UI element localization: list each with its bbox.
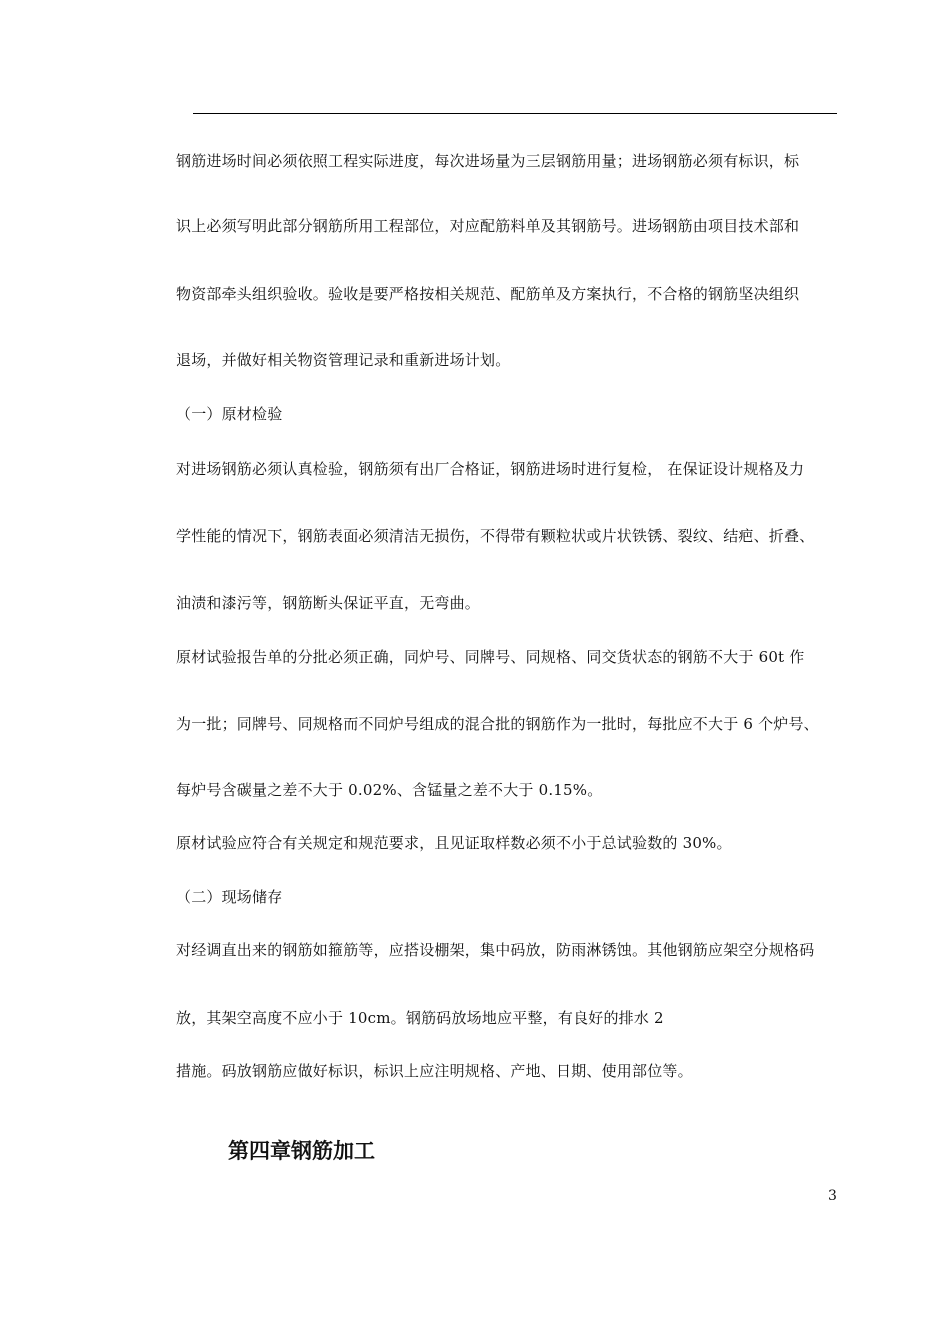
body-line-7: 学性能的情况下，钢筋表面必须清洁无损伤，不得带有颗粒状或片状铁锈、裂纹、结疤、折叠、: [176, 527, 815, 545]
body-line-9: 原材试验报告单的分批必须正确，同炉号、同牌号、同规格、同交货状态的钢筋不大于 60t 作: [176, 648, 805, 666]
body-line-3: 物资部牵头组织验收。验收是要严格按相关规范、配筋单及方案执行，不合格的钢筋坚决组织: [176, 285, 800, 303]
chapter-heading: 第四章钢筋加工: [228, 1138, 375, 1163]
body-line-10: 为一批；同牌号、同规格而不同炉号组成的混合批的钢筋作为一批时，每批应不大于 6 个炉号、: [176, 715, 819, 733]
body-line-4: 退场，并做好相关物资管理记录和重新进场计划。: [176, 351, 511, 369]
body-line-2: 识上必须写明此部分钢筋所用工程部位，对应配筋料单及其钢筋号。进场钢筋由项目技术部和: [176, 217, 800, 235]
body-line-8: 油渍和漆污等，钢筋断头保证平直，无弯曲。: [176, 594, 481, 612]
body-line-14: 对经调直出来的钢筋如箍筋等，应搭设棚架，集中码放，防雨淋锈蚀。其他钢筋应架空分规格码: [176, 941, 815, 959]
page-number: 3: [828, 1188, 837, 1204]
header-rule: [193, 113, 837, 114]
body-line-1: 钢筋进场时间必须依照工程实际进度，每次进场量为三层钢筋用量；进场钢筋必须有标识，标: [176, 152, 800, 170]
body-line-16: 措施。码放钢筋应做好标识，标识上应注明规格、产地、日期、使用部位等。: [176, 1062, 693, 1080]
body-line-15: 放，其架空高度不应小于 10cm。钢筋码放场地应平整，有良好的排水 2: [176, 1009, 664, 1027]
section-heading-1: （一）原材检验: [176, 405, 283, 423]
body-line-11: 每炉号含碳量之差不大于 0.02%、含锰量之差不大于 0.15%。: [176, 781, 603, 799]
body-line-12: 原材试验应符合有关规定和规范要求，且见证取样数必须不小于总试验数的 30%。: [176, 834, 732, 852]
body-line-6: 对进场钢筋必须认真检验，钢筋须有出厂合格证，钢筋进场时进行复检， 在保证设计规格及力: [176, 460, 805, 478]
section-heading-2: （二）现场储存: [176, 888, 283, 906]
